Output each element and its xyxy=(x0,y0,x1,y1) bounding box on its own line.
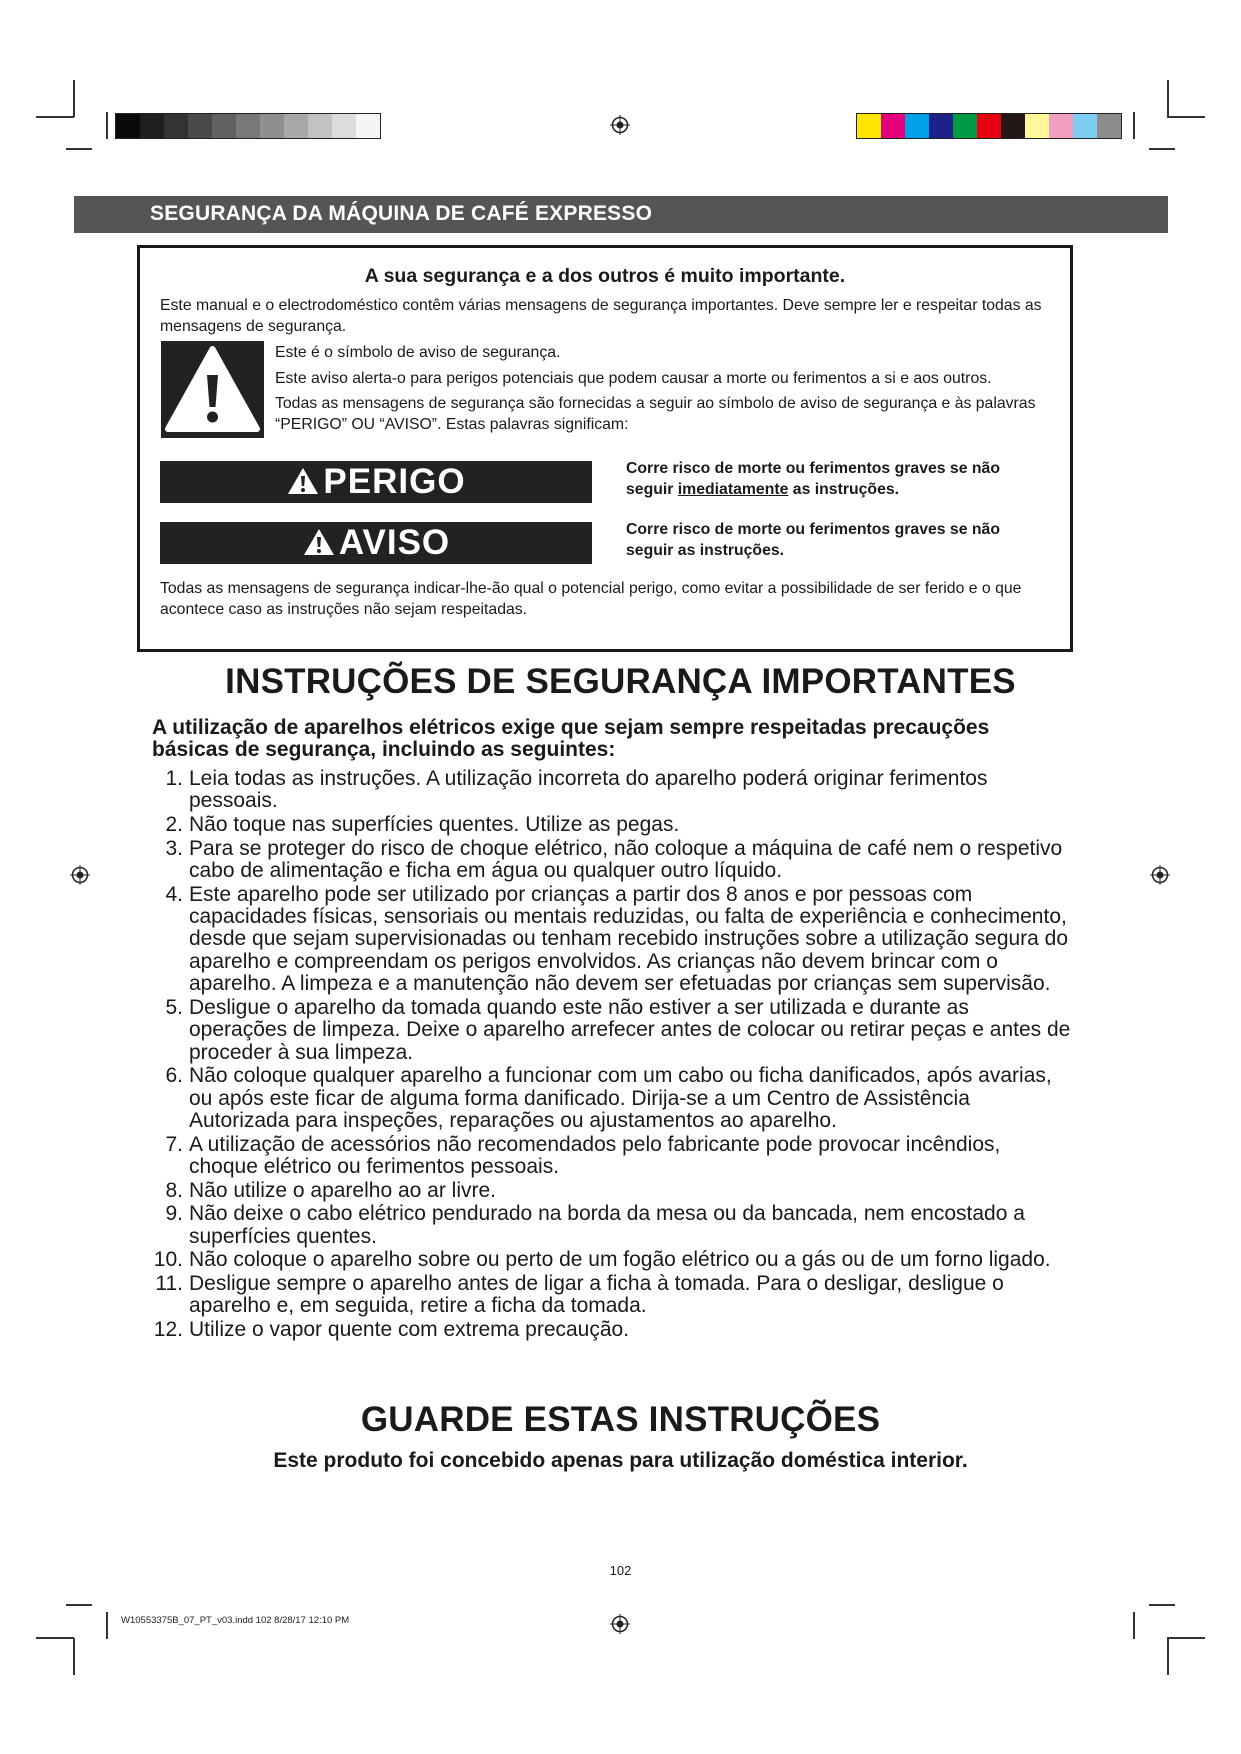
instruction-item xyxy=(152,1249,1072,1271)
grayscale-swatch xyxy=(116,114,140,138)
instruction-item xyxy=(152,884,1072,996)
section-header xyxy=(74,196,1168,233)
save-instructions-title: GUARDE ESTAS INSTRUÇÕES xyxy=(360,1400,881,1439)
registration-mark-icon xyxy=(610,1614,630,1634)
registration-mark-icon xyxy=(1150,865,1170,885)
instruction-item xyxy=(152,1273,1072,1318)
signal-words-description: Todas as mensagens de segurança são fornecidas a seguir ao símbolo de aviso de segurança e às palavras “PERIGO” OU “AVISO”. Estas palavras significam: xyxy=(275,395,1036,433)
instruction-text: Não utilize o aparelho ao ar livre. xyxy=(189,1178,497,1202)
color-swatch xyxy=(857,114,881,138)
grayscale-swatch xyxy=(236,114,260,138)
grayscale-swatch xyxy=(356,114,380,138)
instructions-list xyxy=(152,768,1072,1342)
safety-alert-sign xyxy=(161,341,264,438)
color-swatch xyxy=(1049,114,1073,138)
danger-description-emphasis: imediatamente xyxy=(677,481,789,498)
safety-footer-text: Todas as mensagens de segurança indicar-lhe-ão qual o potencial perigo, como evitar a possibilidade de ser ferido e o que acontece caso as instruções não sejam respeitadas. xyxy=(160,580,1022,618)
instruction-item xyxy=(152,1065,1072,1132)
instruction-number: 4. xyxy=(165,882,183,906)
instruction-text: Este aparelho pode ser utilizado por crianças a partir dos 8 anos e por pessoas com capacidades físicas, sensoriais ou mentais reduzidas, ou falta de experiência e conhecimento, desde que sejam supervisionadas ou tenham recebido instruções sobre a utilização segura do aparelho e compreendam os perigos envolvidos. As crianças não devem brincar com o aparelho. A limpeza e a manutenção não devem ser efetuadas por crianças sem supervisão. xyxy=(189,882,1069,996)
instruction-number: 12. xyxy=(153,1317,183,1341)
color-swatch xyxy=(881,114,905,138)
grayscale-swatch xyxy=(188,114,212,138)
instruction-number: 11. xyxy=(155,1271,183,1295)
warning-description: Corre risco de morte ou ferimentos graves se não seguir as instruções. xyxy=(626,521,1000,559)
warning-triangle-icon xyxy=(286,466,320,496)
instruction-text: A utilização de acessórios não recomendados pelo fabricante pode provocar incêndios, choque elétrico ou ferimentos pessoais. xyxy=(189,1132,1001,1179)
instruction-item xyxy=(152,1319,1072,1341)
instruction-number: 7. xyxy=(165,1132,183,1156)
color-swatch xyxy=(953,114,977,138)
instruction-text: Não coloque qualquer aparelho a funcionar com um cabo ou ficha danificados, após avarias, ou após este ficar de alguma forma danificado. Dirija-se a um Centro de Assistência Autorizada para inspeções, reparações ou ajustamentos ao aparelho. xyxy=(189,1064,1052,1133)
instruction-text: Leia todas as instruções. A utilização incorreta do aparelho poderá originar ferimentos pessoais. xyxy=(189,767,988,813)
symbol-description: Este é o símbolo de aviso de segurança. xyxy=(275,344,561,361)
instruction-text: Não coloque o aparelho sobre ou perto de um fogão elétrico ou a gás ou de um forno ligado. xyxy=(189,1248,1051,1272)
instruction-item xyxy=(152,814,1072,836)
grayscale-swatch xyxy=(308,114,332,138)
instruction-text: Para se proteger do risco de choque elétrico, não coloque a máquina de café nem o respetivo cabo de alimentação e ficha em água ou qualquer outro líquido. xyxy=(189,836,1063,882)
grayscale-swatch xyxy=(212,114,236,138)
instruction-number: 8. xyxy=(165,1178,183,1202)
instruction-item xyxy=(152,997,1072,1064)
warning-triangle-icon xyxy=(161,341,264,438)
color-swatch xyxy=(1025,114,1049,138)
instruction-text: Não toque nas superfícies quentes. Utilize as pegas. xyxy=(189,813,680,836)
danger-description xyxy=(626,458,1046,500)
safety-box xyxy=(137,245,1073,652)
grayscale-swatch xyxy=(332,114,356,138)
instruction-number: 5. xyxy=(165,995,183,1019)
danger-description-end: as instruções. xyxy=(788,481,900,498)
tagline: Este produto foi concebido apenas para utilização doméstica interior. xyxy=(273,1449,968,1472)
registration-mark-icon xyxy=(610,115,630,135)
color-swatch xyxy=(1097,114,1121,138)
grayscale-swatch xyxy=(260,114,284,138)
instruction-item xyxy=(152,1134,1072,1179)
instruction-number: 9. xyxy=(165,1202,183,1226)
instruction-number: 6. xyxy=(165,1064,183,1088)
instructions-title: INSTRUÇÕES DE SEGURANÇA IMPORTANTES xyxy=(225,662,1016,701)
alert-description: Este aviso alerta-o para perigos potenciais que podem causar a morte ou ferimentos a si e aos outros. xyxy=(275,370,992,387)
instruction-number: 2. xyxy=(165,813,183,836)
warning-triangle-icon xyxy=(302,527,336,557)
safety-box-title: A sua segurança e a dos outros é muito importante. xyxy=(364,265,846,287)
instruction-text: Não deixe o cabo elétrico pendurado na borda da mesa ou da bancada, nem encostado a superfícies quentes. xyxy=(189,1202,1025,1248)
grayscale-calibration-bar xyxy=(115,113,381,139)
instruction-number: 1. xyxy=(165,767,183,790)
warning-banner xyxy=(160,522,592,564)
warning-label: AVISO xyxy=(338,523,451,562)
color-swatch xyxy=(1073,114,1097,138)
instruction-item xyxy=(152,768,1072,813)
section-header-title: SEGURANÇA DA MÁQUINA DE CAFÉ EXPRESSO xyxy=(150,202,653,225)
grayscale-swatch xyxy=(140,114,164,138)
danger-label: PERIGO xyxy=(323,462,466,501)
registration-mark-icon xyxy=(70,865,90,885)
danger-banner xyxy=(160,461,592,503)
safety-intro-text: Este manual e o electrodoméstico contêm várias mensagens de segurança importantes. Deve sempre ler e respeitar todas as mensagens de segurança. xyxy=(160,297,1042,335)
color-swatch xyxy=(1001,114,1025,138)
instruction-item xyxy=(152,1203,1072,1248)
page-number: 102 xyxy=(609,1563,632,1578)
color-swatch xyxy=(929,114,953,138)
instruction-text: Utilize o vapor quente com extrema precaução. xyxy=(189,1317,630,1341)
instruction-text: Desligue sempre o aparelho antes de ligar a ficha à tomada. Para o desligar, desligue o aparelho e, em seguida, retire a ficha da tomada. xyxy=(189,1271,1004,1318)
color-swatch xyxy=(905,114,929,138)
instruction-text: Desligue o aparelho da tomada quando este não estiver a ser utilizada e durante as operações de limpeza. Deixe o aparelho arrefecer antes de colocar ou retirar peças e antes de proceder à sua limpeza. xyxy=(189,995,1071,1064)
grayscale-swatch xyxy=(284,114,308,138)
color-calibration-bar xyxy=(856,113,1122,139)
instruction-item xyxy=(152,1180,1072,1202)
grayscale-swatch xyxy=(164,114,188,138)
color-swatch xyxy=(977,114,1001,138)
instructions-intro: A utilização de aparelhos elétricos exige que sejam sempre respeitadas precauções básicas de segurança, incluindo as seguintes: xyxy=(152,716,990,761)
instruction-number: 3. xyxy=(165,836,183,860)
file-slug: W10553375B_07_PT_v03.indd 102 8/28/17 12:10 PM xyxy=(121,1615,350,1626)
instruction-item xyxy=(152,838,1072,883)
danger-description-text: Corre risco de morte ou ferimentos graves se não seguir xyxy=(626,460,1000,498)
instruction-number: 10. xyxy=(153,1248,183,1272)
